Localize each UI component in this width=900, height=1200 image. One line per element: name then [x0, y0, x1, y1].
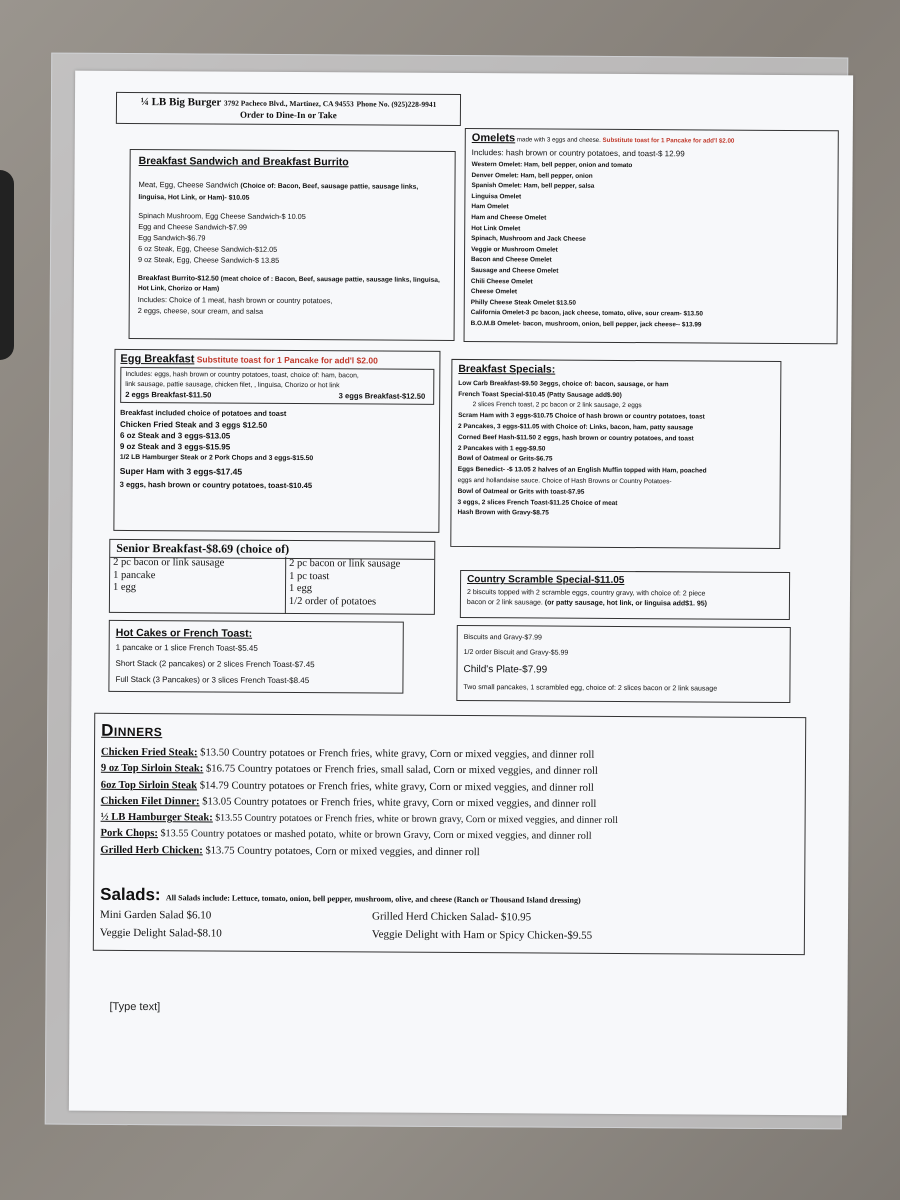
senior-option: 2 pc bacon or link sausage	[113, 556, 225, 569]
placeholder-type-text: [Type text]	[109, 1000, 161, 1014]
special-item: Bowl of Oatmeal or Grits-$6.75	[457, 455, 553, 463]
hotcake-item: 1 pancake or 1 slice French Toast-$5.45	[115, 642, 258, 653]
special-item: Scram Ham with 3 eggs-$10.75 Choice of hash brown or country potatoes, toast	[458, 412, 705, 421]
section-title: Omelets	[471, 132, 516, 145]
senior-option: 1 pancake	[113, 569, 156, 581]
salad-item: Mini Garden Salad $6.10	[99, 909, 212, 922]
child-plate-desc: Two small pancakes, 1 scrambled egg, choice of: 2 slices bacon or 2 link sausage	[463, 684, 718, 693]
omelet-item: Veggie or Mushroom Omelet	[471, 245, 558, 254]
hot-cakes-section	[108, 620, 403, 694]
hotcake-item: Short Stack (2 pancakes) or 2 slices French Toast-$7.45	[115, 658, 315, 670]
includes-line: link sausage, pattie sausage, chicken filet, , linguisa, Chorizo or hot link	[125, 381, 340, 390]
substitute-note: Substitute toast for 1 Pancake for add'l $2.00	[600, 136, 735, 145]
senior-option: 2 pc bacon or link sausage	[289, 557, 401, 570]
dinner-name: Pork Chops:	[100, 828, 158, 840]
order-note: Order to Dine-In or Take	[240, 109, 337, 121]
senior-option: 1 egg	[112, 581, 137, 594]
dinner-desc: $13.50 Country potatoes or French fries, white gravy, Corn or mixed veggies, and dinner roll	[197, 747, 595, 761]
meat-egg-cheese-item	[138, 179, 446, 205]
breakfast-sandwich-section	[129, 149, 456, 341]
burrito-includes: Includes: Choice of 1 meat, hash brown or country potatoes,	[137, 295, 333, 306]
child-plate-title: Child's Plate-$7.99	[463, 664, 548, 676]
two-eggs-price: 2 eggs Breakfast-$11.50	[125, 390, 212, 400]
egg-item: Chicken Fried Steak and 3 eggs $12.50	[119, 419, 268, 430]
item-detail: (Choice of: Bacon, Beef, sausage pattie, sausage links, linguisa, Hot Link, or Ham)- $10.05	[138, 182, 419, 202]
egg-item: 1/2 LB Hamburger Steak or 2 Pork Chops and 3 eggs-$15.50	[119, 454, 314, 463]
dinner-desc: $16.75 Country potatoes or French fries, small salad, Corn or mixed veggies, and dinner roll	[203, 763, 598, 778]
burrito-includes: 2 eggs, cheese, sour cream, and salsa	[137, 306, 264, 316]
special-item: Bowl of Oatmeal or Grits with toast-$7.95	[457, 487, 585, 496]
omelet-includes: Includes: hash brown or country potatoes, and toast-$ 12.99	[471, 148, 685, 159]
menu-item: Spinach Mushroom, Egg Cheese Sandwich-$ 10.05	[138, 211, 306, 222]
special-item: 2 Pancakes, 3 eggs-$11.05 with Choice of: Links, bacon, ham, patty sausage	[457, 422, 694, 432]
table-shadow	[0, 170, 14, 360]
dinner-name: Grilled Herb Chicken:	[100, 844, 203, 857]
special-item: 2 slices French toast, 2 pc bacon or 2 link sausage, 2 eggs	[458, 401, 642, 410]
menu-page	[69, 71, 853, 1116]
includes-line: Includes: eggs, hash brown or country potatoes, toast, choice of: ham, bacon,	[125, 371, 359, 380]
omelet-item: Philly Cheese Steak Omelet $13.50	[470, 298, 576, 307]
special-item: 2 Pancakes with 1 egg-$9.50	[457, 444, 546, 453]
special-item: Eggs Benedict- -$ 13.05 2 halves of an English Muffin topped with Ham, poached	[457, 466, 707, 475]
special-item: Low Carb Breakfast-$9.50 3eggs, choice of: bacon, sausage, or ham	[458, 379, 669, 389]
egg-item: 9 oz Steak and 3 eggs-$15.95	[119, 442, 231, 452]
breakfast-specials-section	[450, 359, 781, 549]
dinner-name: 9 oz Top Sirloin Steak:	[100, 763, 204, 775]
omelet-item: Cheese Omelet	[470, 288, 518, 296]
section-title: Country Scramble Special-$11.05	[467, 574, 625, 586]
restaurant-name: ¼ LB Big Burger	[140, 96, 222, 109]
omelet-item: Western Omelet: Ham, bell pepper, onion and tomato	[471, 161, 633, 170]
hotcake-item: Full Stack (3 Pancakes) or 3 slices French Toast-$8.45	[115, 674, 310, 686]
menu-item: 6 oz Steak, Egg, Cheese Sandwich-$12.05	[138, 244, 278, 254]
egg-breakfast-section	[113, 349, 440, 533]
salads-note: All Salads include: Lettuce, tomato, onion, bell pepper, mushroom, olive, and cheese (Ranch or Thousand Island dressing)	[165, 893, 581, 905]
section-title: Dinners	[101, 720, 163, 741]
section-title: Egg Breakfast	[120, 352, 195, 366]
scramble-desc: bacon or 2 link sausage.	[466, 599, 543, 607]
salad-item: Veggie Delight with Ham or Spicy Chicken-$9.55	[371, 928, 593, 943]
omelet-item: Chili Cheese Omelet	[470, 277, 533, 285]
senior-option: 1 pc toast	[289, 570, 330, 582]
egg-includes-box	[120, 367, 434, 405]
item-name: Breakfast Burrito-$12.50	[137, 275, 219, 283]
biscuit-item: 1/2 order Biscuit and Gravy-$5.99	[463, 649, 569, 657]
omelet-item: California Omelet-3 pc bacon, jack cheese, tomato, olive, sour cream- $13.50	[470, 309, 704, 318]
menu-item: 9 oz Steak, Egg, Cheese Sandwich-$ 13.85	[138, 255, 280, 265]
burrito-item	[138, 274, 446, 296]
biscuits-child-section	[456, 625, 790, 703]
restaurant-address: 3792 Pacheco Blvd., Martinez, CA 94553	[223, 98, 354, 109]
substitute-note: Substitute toast for 1 Pancake for add'l $2.00	[194, 354, 378, 366]
dinner-desc: $13.05 Country potatoes or French fries, white gravy, Corn or mixed veggies, and dinner roll	[199, 796, 597, 810]
omelet-item: Ham and Cheese Omelet	[471, 214, 547, 222]
omelet-item: Spinach, Mushroom and Jack Cheese	[471, 235, 586, 243]
special-item: Hash Brown with Gravy-$8.75	[457, 509, 549, 517]
section-title: Breakfast Sandwich and Breakfast Burrito	[138, 155, 349, 169]
egg-item: 6 oz Steak and 3 eggs-$13.05	[119, 430, 231, 441]
menu-item: Egg and Cheese Sandwich-$7.99	[138, 222, 247, 232]
country-scramble-section	[460, 570, 790, 620]
omelet-item: Linguisa Omelet	[471, 192, 522, 201]
section-title: Senior Breakfast-$8.69 (choice of)	[110, 540, 434, 560]
item-detail: (meat choice of : Bacon, Beef, sausage pattie, sausage links, linguisa, Hot Link, Chorizo or Ham)	[137, 275, 440, 293]
section-subtitle: made with 3 eggs and cheese.	[515, 136, 601, 144]
dinner-name: Chicken Filet Dinner:	[100, 795, 200, 808]
omelet-item: Bacon and Cheese Omelet	[471, 256, 552, 264]
special-item: eggs and hollandaise sauce. Choice of Hash Browns or Country Potatoes-	[457, 476, 672, 486]
omelet-item: Denver Omelet: Ham, bell pepper, onion	[471, 171, 593, 180]
salad-item: Grilled Herd Chicken Salad- $10.95	[371, 910, 532, 924]
menu-item: Egg Sandwich-$6.79	[138, 233, 206, 243]
dinners-section	[93, 713, 806, 955]
omelet-item: B.O.M.B Omelet- bacon, mushroom, onion, bell pepper, jack cheese-- $13.99	[470, 319, 702, 329]
omelet-item: Hot Link Omelet	[471, 224, 521, 232]
section-title: Breakfast Specials:	[458, 362, 556, 376]
senior-option: 1 egg	[288, 582, 313, 595]
item-name: Meat, Egg, Cheese Sandwich	[138, 180, 239, 190]
egg-item: Super Ham with 3 eggs-$17.45	[119, 465, 243, 477]
senior-breakfast-section	[109, 539, 435, 615]
special-item: French Toast Special-$10.45 (Patty Sausage add$.90)	[458, 390, 622, 399]
special-item: Corned Beef Hash-$11.50 2 eggs, hash brown or country potatoes, and toast	[457, 433, 694, 443]
senior-option: 1/2 order of potatoes	[288, 595, 377, 607]
dinner-name: Chicken Fried Steak:	[100, 746, 198, 759]
restaurant-phone: Phone No. (925)228-9941	[356, 99, 437, 109]
three-eggs-price: 3 eggs Breakfast-$12.50	[338, 391, 426, 402]
scramble-desc: 2 biscuits topped with 2 scramble eggs, country gravy, with choice of: 2 piece	[466, 588, 706, 597]
dinner-desc: $13.75 Country potatoes, Corn or mixed veggies, and dinner roll	[202, 845, 480, 858]
salad-item: Veggie Delight Salad-$8.10	[99, 927, 222, 940]
restaurant-header	[116, 92, 461, 126]
dinner-desc: $13.55 Country potatoes or French fries, white or brown gravy, Corn or mixed veggies, and dinner roll	[212, 812, 618, 827]
scramble-addon: (or patty sausage, hot link, or linguisa add$1. 95)	[542, 599, 708, 608]
special-item: 3 eggs, 2 slices French Toast-$11.25 Choice of meat	[457, 498, 618, 507]
dinner-desc: $13.55 Country potatoes or mashed potato, white or brown Gravy, Corn or mixed veggies, and dinner roll	[157, 828, 592, 843]
dinner-item	[100, 843, 798, 864]
biscuit-item: Biscuits and Gravy-$7.99	[463, 634, 542, 642]
dinner-desc: $14.79 Country potatoes or French fries, white gravy, Corn or mixed veggies, and dinner roll	[197, 779, 594, 794]
omelet-item: Spanish Omelet: Ham, bell pepper, salsa	[471, 182, 595, 190]
section-title: Hot Cakes or French Toast:	[115, 626, 253, 640]
omelet-item: Sausage and Cheese Omelet	[470, 266, 559, 275]
dinner-name: ½ LB Hamburger Steak:	[100, 811, 213, 824]
omelets-section	[464, 128, 839, 344]
salads-grid	[100, 906, 798, 946]
dinner-name: 6oz Top Sirloin Steak	[100, 779, 198, 791]
egg-item: 3 eggs, hash brown or country potatoes, toast-$10.45	[119, 479, 313, 490]
egg-item: Breakfast included choice of potatoes and toast	[120, 408, 287, 419]
salads-block	[99, 884, 798, 947]
salads-title: Salads:	[100, 884, 161, 905]
omelet-item: Ham Omelet	[471, 203, 509, 211]
